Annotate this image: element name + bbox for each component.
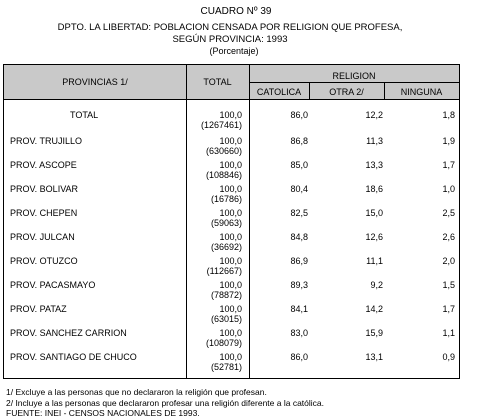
total-population: (108846) xyxy=(205,170,242,180)
footnotes xyxy=(6,387,324,419)
province-name: PROV. SANTIAGO DE CHUCO xyxy=(10,352,137,362)
total-percent: 100,0 xyxy=(219,160,242,170)
province-name: PROV. OTUZCO xyxy=(10,256,78,266)
table-row xyxy=(4,159,459,183)
table-number: CUADRO Nº 39 xyxy=(200,6,272,17)
header-divider xyxy=(309,82,310,99)
table-row xyxy=(4,351,459,375)
otra-value: 14,2 xyxy=(365,304,383,314)
table-title-line2: SEGÚN PROVINCIA: 1993 xyxy=(172,34,288,45)
total-population: (112667) xyxy=(206,266,242,276)
table-header xyxy=(4,65,459,100)
total-percent: 100,0 xyxy=(219,352,242,362)
ninguna-value: 1,8 xyxy=(442,110,455,120)
ninguna-value: 1,7 xyxy=(442,160,455,170)
col-provincias: PROVINCIAS 1/ xyxy=(62,77,128,87)
province-name: PROV. TRUJILLO xyxy=(10,136,83,146)
data-table xyxy=(3,64,460,379)
catolica-value: 84,8 xyxy=(290,232,308,242)
ninguna-value: 1,5 xyxy=(442,280,455,290)
catolica-value: 89,3 xyxy=(290,280,308,290)
ninguna-value: 2,0 xyxy=(442,256,455,266)
ninguna-value: 2,5 xyxy=(442,208,455,218)
catolica-value: 83,0 xyxy=(290,328,308,338)
ninguna-value: 2,6 xyxy=(442,232,455,242)
total-population: (52781) xyxy=(210,362,242,372)
province-name: PROV. ASCOPE xyxy=(10,160,77,170)
otra-value: 18,6 xyxy=(365,184,383,194)
otra-value: 13,3 xyxy=(365,160,383,170)
province-name: PROV. BOLIVAR xyxy=(10,184,79,194)
province-name: PROV. PATAZ xyxy=(10,304,67,314)
total-percent: 100,0 xyxy=(219,304,242,314)
total-population: (63015) xyxy=(210,314,242,324)
total-percent: 100,0 xyxy=(219,328,242,338)
table-row xyxy=(4,207,459,231)
table-row xyxy=(4,255,459,279)
col-catolica: CATOLICA xyxy=(256,87,302,97)
total-percent: 100,0 xyxy=(219,136,242,146)
total-percent: 100,0 xyxy=(219,208,242,218)
catolica-value: 85,0 xyxy=(290,160,308,170)
province-name: PROV. CHEPEN xyxy=(10,208,78,218)
total-percent: 100,0 xyxy=(219,110,242,120)
col-ninguna: NINGUNA xyxy=(400,87,443,97)
catolica-value: 86,0 xyxy=(290,110,308,120)
otra-value: 12,6 xyxy=(365,232,383,242)
province-name: PROV. SANCHEZ CARRION xyxy=(10,328,127,338)
col-religion: RELIGION xyxy=(332,71,376,81)
total-percent: 100,0 xyxy=(219,184,242,194)
otra-value: 15,9 xyxy=(365,328,383,338)
col-total: TOTAL xyxy=(203,77,232,87)
catolica-value: 86,9 xyxy=(290,256,308,266)
table-title-line1: DPTO. LA LIBERTAD: POBLACION CENSADA POR RELIGION QUE PROFESA, xyxy=(57,22,403,33)
source-note: FUENTE: INEI - CENSOS NACIONALES DE 1993. xyxy=(6,408,200,418)
total-percent: 100,0 xyxy=(219,232,242,242)
catolica-value: 82,5 xyxy=(290,208,308,218)
total-population: (16786) xyxy=(210,194,242,204)
province-name: PROV. PACASMAYO xyxy=(10,280,96,290)
col-otra: OTRA 2/ xyxy=(329,87,364,97)
otra-value: 9,2 xyxy=(370,280,383,290)
header-divider xyxy=(384,82,385,99)
table-row xyxy=(4,231,459,255)
table-unit: (Porcentaje) xyxy=(209,46,259,56)
otra-value: 12,2 xyxy=(365,110,383,120)
otra-value: 13,1 xyxy=(365,352,383,362)
catolica-value: 86,8 xyxy=(290,136,308,146)
total-population: (108079) xyxy=(205,338,242,348)
ninguna-value: 1,9 xyxy=(442,136,455,146)
footnote-1: 1/ Excluye a las personas que no declararon la religión que profesan. xyxy=(6,387,267,397)
table-row xyxy=(4,303,459,327)
catolica-value: 80,4 xyxy=(290,184,308,194)
total-population: (78872) xyxy=(210,290,242,300)
table-row xyxy=(4,183,459,207)
table-row xyxy=(4,135,459,159)
catolica-value: 84,1 xyxy=(290,304,308,314)
otra-value: 11,3 xyxy=(366,136,383,146)
total-percent: 100,0 xyxy=(219,256,242,266)
total-population: (59063) xyxy=(210,218,242,228)
otra-value: 11,1 xyxy=(366,256,383,266)
total-population: (36692) xyxy=(210,242,242,252)
table-row xyxy=(4,327,459,351)
ninguna-value: 1,1 xyxy=(442,328,455,338)
ninguna-value: 1,0 xyxy=(442,184,455,194)
header-subdivider xyxy=(249,82,459,83)
footnote-2: 2/ Incluye a las personas que declararon profesar una religión diferente a la católica. xyxy=(6,397,324,408)
total-population: (630660) xyxy=(205,146,242,156)
table-row xyxy=(4,109,459,133)
total-population: (1267461) xyxy=(200,120,242,130)
catolica-value: 86,0 xyxy=(290,352,308,362)
total-percent: 100,0 xyxy=(219,280,242,290)
ninguna-value: 0,9 xyxy=(442,352,455,362)
province-name: TOTAL xyxy=(70,110,99,120)
ninguna-value: 1,7 xyxy=(442,304,455,314)
table-row xyxy=(4,279,459,303)
otra-value: 15,0 xyxy=(365,208,383,218)
province-name: PROV. JULCAN xyxy=(10,232,75,242)
